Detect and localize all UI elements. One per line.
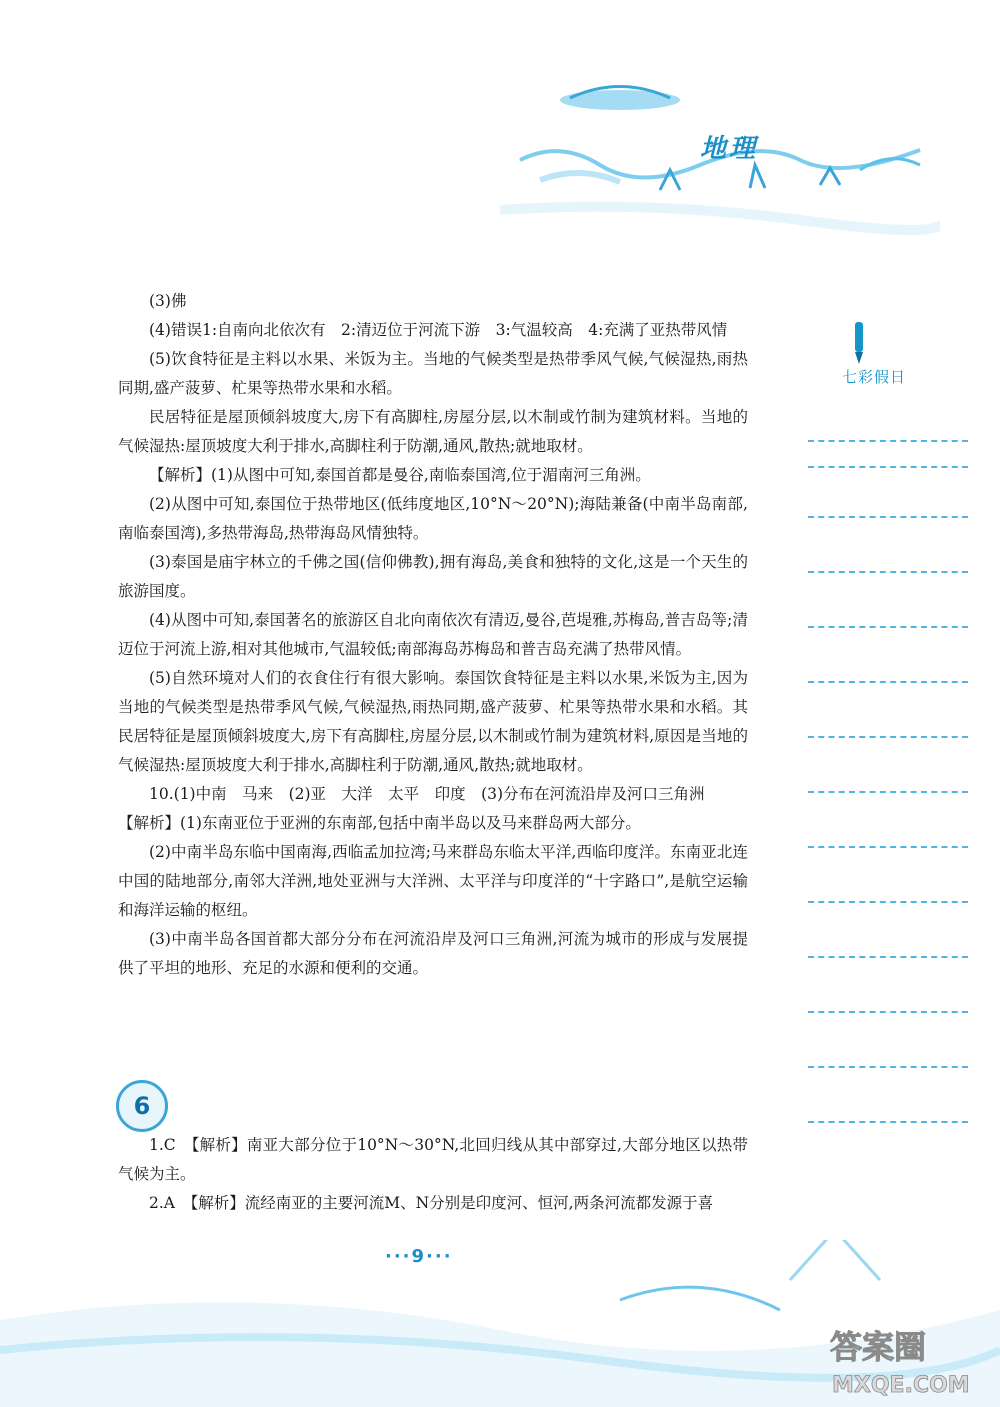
answer-line: (5)饮食特征是主料以水果、米饭为主。当地的气候类型是热带季风气候,气候湿热,雨热同期,盛产菠萝、杧果等热带水果和水稻。	[118, 350, 748, 397]
answer-line: 民居特征是屋顶倾斜坡度大,房下有高脚柱,房屋分层,以木制或竹制为建筑材料。当地的气候湿热:屋顶坡度大利于排水,高脚柱利于防潮,通风,散热;就地取材。	[118, 408, 748, 455]
note-line	[808, 516, 968, 518]
note-line	[808, 901, 968, 903]
answer-line: (4)从图中可知,泰国著名的旅游区自北向南依次有清迈,曼谷,芭堤雅,苏梅岛,普吉岛等;清迈位于河流上游,相对其他城市,气温较低;南部海岛苏梅岛和普吉岛充满了热带风情。	[118, 611, 748, 658]
note-line	[808, 440, 968, 442]
note-line	[808, 1011, 968, 1013]
answer-line: (4)错误1:自南向北依次有 2:清迈位于河流下游 3:气温较高 4:充满了亚热带风情	[149, 321, 728, 339]
note-line	[808, 846, 968, 848]
note-line	[808, 736, 968, 738]
page-number: ···9···	[385, 1246, 453, 1267]
note-line	[808, 571, 968, 573]
watermark-top: 答案圈	[830, 1328, 927, 1366]
answer-line: 10.(1)中南 马来 (2)亚 大洋 太平 印度 (3)分布在河流沿岸及河口三角洲	[149, 785, 705, 803]
subject-title: 地理	[700, 134, 759, 164]
answer-line: 2.A 【解析】流经南亚的主要河流M、N分别是印度河、恒河,两条河流都发源于喜	[149, 1194, 714, 1212]
answer-line: (5)自然环境对人们的衣食住行有很大影响。泰国饮食特征是主料以水果,米饭为主,因为当地的气候类型是热带季风气候,气候湿热,雨热同期,盛产菠萝、杧果等热带水果和水稻。其民居特征是屋顶倾斜坡度大,房下有高脚柱,房屋分层,以木制或竹制为建筑材料,原因是当地的气候湿热:屋顶坡度大利于排水,高脚柱利于防潮,通风,散热;就地取材。	[118, 669, 748, 774]
answer-content	[118, 287, 748, 983]
watermark-logo	[820, 1320, 990, 1400]
answer-line: (2)中南半岛东临中国南海,西临孟加拉湾;马来群岛东临太平洋,西临印度洋。东南亚北连中国的陆地部分,南邻大洋洲,地处亚洲与大洋洲、太平洋与印度洋的“十字路口”,是航空运输和海洋运输的枢纽。	[118, 843, 748, 919]
note-line	[808, 466, 968, 468]
answer-line: 【解析】(1)东南亚位于亚洲的东南部,包括中南半岛以及马来群岛两大部分。	[118, 814, 641, 832]
note-line	[808, 791, 968, 793]
answer-line: (3)佛	[149, 292, 187, 310]
answer-line: (3)泰国是庙宇林立的千佛之国(信仰佛教),拥有海岛,美食和独特的文化,这是一个天生的旅游国度。	[118, 553, 748, 600]
answer-line: 【解析】(1)从图中可知,泰国首都是曼谷,南临泰国湾,位于湄南河三角洲。	[149, 466, 651, 484]
pen-icon	[852, 322, 866, 366]
answer-line: 1.C 【解析】南亚大部分位于10°N～30°N,北回归线从其中部穿过,大部分地区以热带气候为主。	[118, 1136, 748, 1183]
answer-line: (3)中南半岛各国首都大部分分布在河流沿岸及河口三角洲,河流为城市的形成与发展提供了平坦的地形、充足的水源和便利的交通。	[118, 930, 748, 977]
watermark-bottom: MXQE.COM	[832, 1373, 970, 1398]
note-line	[808, 681, 968, 683]
note-line	[808, 626, 968, 628]
section-number: 6	[116, 1080, 168, 1132]
section-badge	[116, 1080, 176, 1130]
sidebar-brand: 七彩假日	[842, 368, 907, 386]
note-line	[808, 956, 968, 958]
answer-line: (2)从图中可知,泰国位于热带地区(低纬度地区,10°N～20°N);海陆兼备(中南半岛南部,南临泰国湾),多热带海岛,热带海岛风情独特。	[118, 495, 748, 542]
note-line	[808, 1121, 968, 1123]
answer-content-section-6	[118, 1131, 748, 1218]
note-line	[808, 1066, 968, 1068]
